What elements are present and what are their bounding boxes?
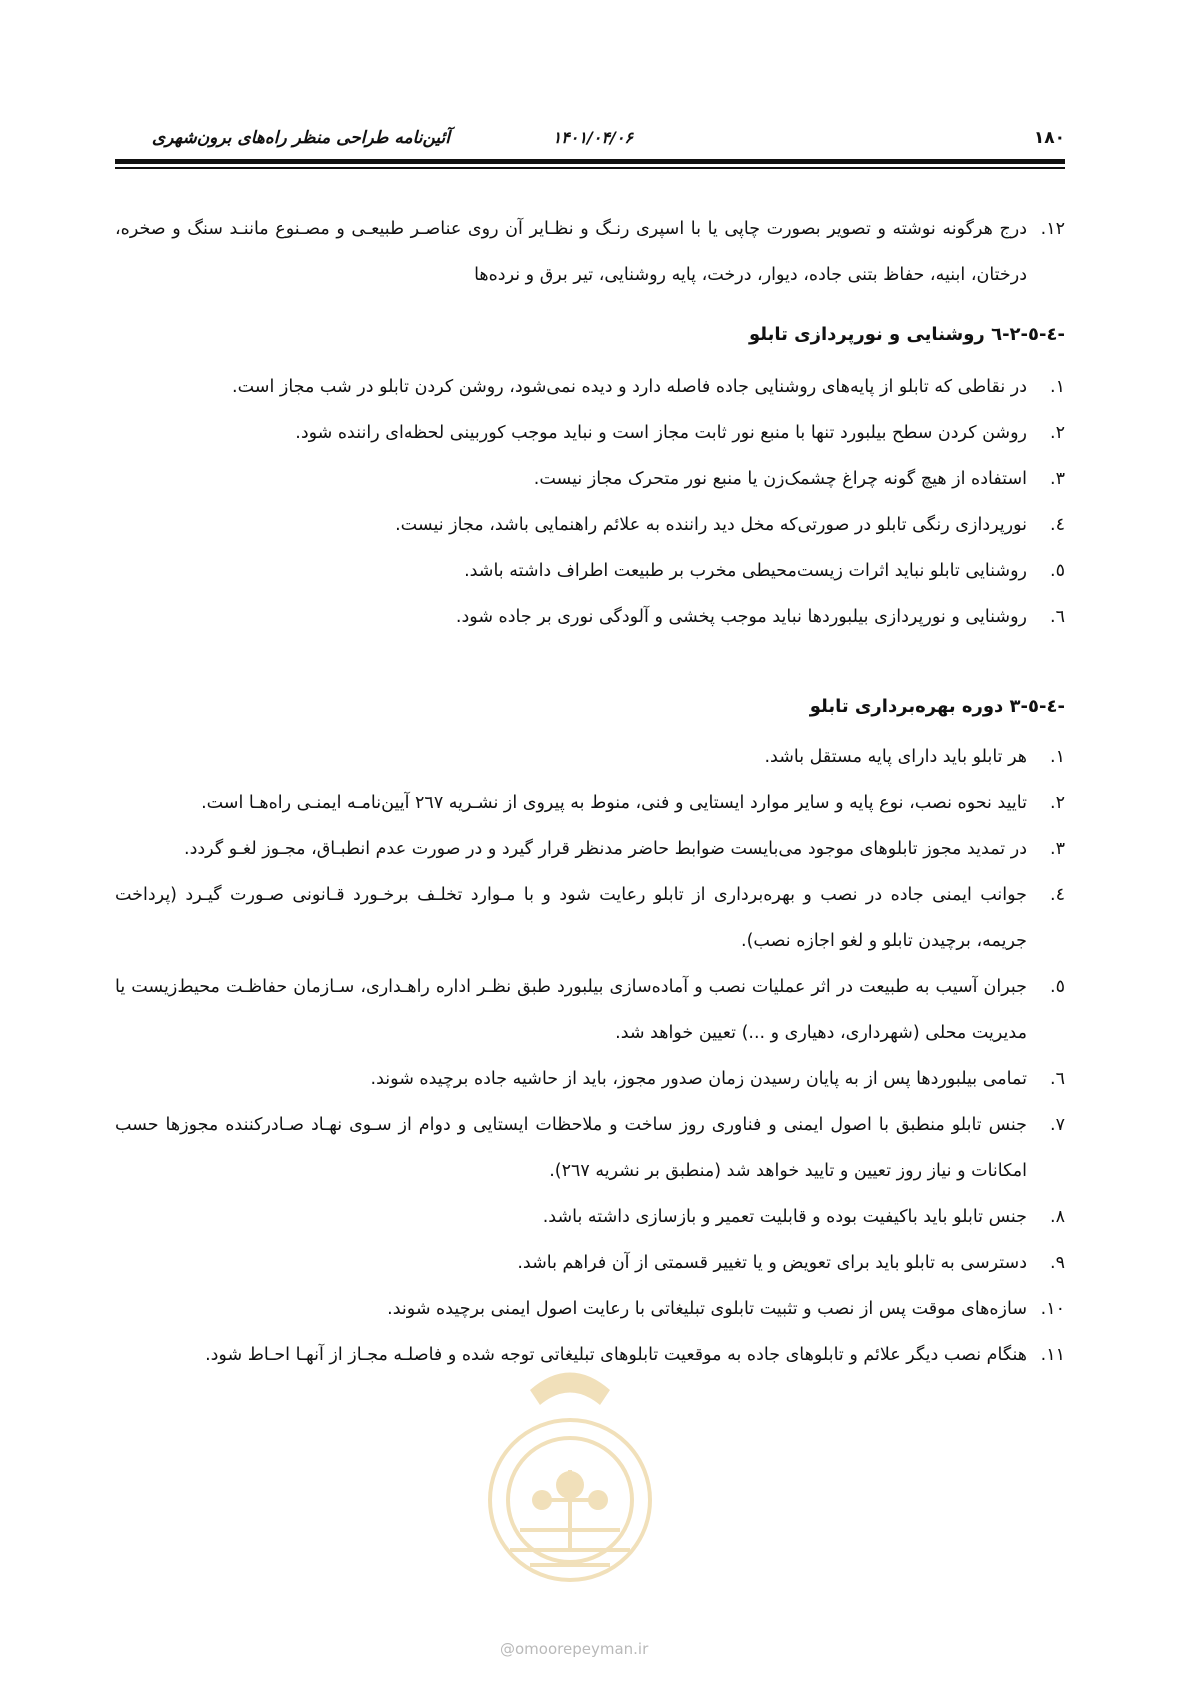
list-item-number: ٦. [1050, 1069, 1065, 1089]
page-header [115, 128, 1065, 160]
list-item-number: ١٠. [1040, 1299, 1065, 1319]
list-item-text: دسترسی به تابلو باید برای تعویض و یا تغییر قسمتی از آن فراهم باشد. [517, 1253, 1027, 1273]
section-number: ٤-٥-٣- [1009, 696, 1065, 717]
list-item-number: ١. [1050, 747, 1065, 767]
list-item-text: هنگام نصب دیگر علائم و تابلوهای جاده به موقعیت تابلوهای تبلیغاتی توجه شده و فاصلـه مجـاز از آنهـا احـاط شود. [205, 1345, 1027, 1365]
list-item [115, 780, 1065, 826]
list-item [115, 1240, 1065, 1286]
list-item [115, 734, 1065, 780]
section-number: ٤-٥-٢-٦- [991, 324, 1065, 345]
list-item [115, 456, 1065, 502]
list-item-text: جوانب ایمنی جاده در نصب و بهره‌برداری از تابلو رعایت شود و با مـوارد تخلـف برخـورد قـانونی صـورت گیـرد (پرداخت جریمه، برچیدن تابلو و لغو اجازه نصب). [115, 885, 1027, 951]
page-number: ۱۸۰ [1033, 128, 1065, 148]
list-item-text: در تمدید مجوز تابلوهای موجود می‌بایست ضوابط حاضر مدنظر قرار گیرد و در صورت عدم انطبـاق، مجـوز لغـو گردد. [184, 839, 1027, 859]
list-item-number: ٣. [1050, 469, 1065, 489]
list-item [115, 410, 1065, 456]
section-title: روشنایی و نورپردازی تابلو [748, 324, 992, 345]
list-item-text: در نقاطی که تابلو از پایه‌های روشنایی جاده فاصله دارد و دیده نمی‌شود، روشن کردن تابلو در شب مجاز است. [232, 377, 1027, 397]
list-item-number: ٤. [1050, 515, 1065, 535]
watermark-url: @omoorepeyman.ir [500, 1640, 649, 1658]
section-heading-operation [115, 684, 1065, 730]
list-item [115, 1102, 1065, 1194]
list-item-text: هر تابلو باید دارای پایه مستقل باشد. [764, 747, 1027, 767]
list-item-number: ٤. [1050, 885, 1065, 905]
list-item-number: ٥. [1050, 977, 1065, 997]
section-title: دوره بهره‌برداری تابلو [809, 696, 1010, 717]
list-item-number: ٢. [1050, 423, 1065, 443]
list-item-number: ۱۲. [1040, 219, 1065, 239]
list-item-number: ١. [1050, 377, 1065, 397]
list-item [115, 964, 1065, 1056]
list-item-text: نورپردازی رنگی تابلو در صورتی‌که مخل دید راننده به علائم راهنمایی باشد، مجاز نیست. [395, 515, 1027, 535]
list-item [115, 872, 1065, 964]
header-date: ۱۴۰۱/۰۴/۰۶ [552, 128, 633, 147]
list-item-number: ٧. [1050, 1115, 1065, 1135]
list-item-text: تمامی بیلبوردها پس از به پایان رسیدن زمان صدور مجوز، باید از حاشیه جاده برچیده شوند. [370, 1069, 1027, 1089]
list-item-text: روشنایی تابلو نباید اثرات زیست‌محیطی مخرب بر طبیعت اطراف داشته باشد. [464, 561, 1027, 581]
list-item-text: روشن کردن سطح بیلبورد تنها با منبع نور ثابت مجاز است و نباید موجب کوربینی لحظه‌ای راننده شود. [295, 423, 1027, 443]
watermark-logo-icon [470, 1350, 670, 1590]
list-item-text: تایید نحوه نصب، نوع پایه و سایر موارد ایستایی و فنی، منوط به پیروی از نشـریه ٢٦٧ آیین‌نامـه ایمنـی راه‌هـا است. [201, 793, 1027, 813]
list-item-number: ٢. [1050, 793, 1065, 813]
list-item-number: ٩. [1050, 1253, 1065, 1273]
list-item-12 [115, 206, 1065, 298]
list-item [115, 1194, 1065, 1240]
list-item [115, 594, 1065, 640]
list-item [115, 826, 1065, 872]
page-body [115, 206, 1065, 1378]
list-item-text: جنس تابلو منطبق با اصول ایمنی و فناوری روز ساخت و ملاحظات ایستایی و دوام از سـوی نهـاد صـادرکننده مجوزها حسب امکانات و نیاز روز تعیین و تایید خواهد شد (منطبق بر نشریه ٢٦٧). [115, 1115, 1027, 1181]
list-item [115, 1056, 1065, 1102]
list-item-text: روشنایی و نورپردازی بیلبوردها نباید موجب پخشی و آلودگی نوری بر جاده شود. [455, 607, 1027, 627]
list-item-number: ١١. [1040, 1345, 1065, 1365]
list-item [115, 1286, 1065, 1332]
list-item [115, 502, 1065, 548]
list-item [115, 548, 1065, 594]
header-title: آئین‌نامه طراحی منظر راه‌های برون‌شهری [151, 128, 450, 148]
section-heading-lighting [115, 312, 1065, 358]
header-rule-thick [115, 159, 1065, 164]
list-item-text: استفاده از هیچ گونه چراغ چشمک‌زن یا منبع نور متحرک مجاز نیست. [533, 469, 1027, 489]
list-item-number: ٣. [1050, 839, 1065, 859]
list-item-number: ٥. [1050, 561, 1065, 581]
list-item [115, 364, 1065, 410]
list-item-number: ٨. [1050, 1207, 1065, 1227]
list-item-text: جنس تابلو باید باکیفیت بوده و قابلیت تعمیر و بازسازی داشته باشد. [542, 1207, 1027, 1227]
list-item-text: درج هرگونه نوشته و تصویر بصورت چاپی یا با اسپری رنـگ و نظـایر آن روی عناصـر طبیعـی و مصـنوع ماننـد سنگ و صخره، درختان، ابنیه، حفاظ بتنی جاده، دیوار، درخت، پایه روشنایی، تیر برق و نرده‌ها [115, 219, 1027, 285]
list-item-text: جبران آسیب به طبیعت در اثر عملیات نصب و آماده‌سازی بیلبورد طبق نظـر اداره راهـداری، سـازمان حفاظـت محیط‌زیست یا مدیریت محلی (شهرداری، دهیاری و ...) تعیین خواهد شد. [115, 977, 1027, 1043]
list-item-number: ٦. [1050, 607, 1065, 627]
list-item-text: سازه‌های موقت پس از نصب و تثبیت تابلوی تبلیغاتی با رعایت اصول ایمنی برچیده شوند. [387, 1299, 1027, 1319]
header-rule-thin [115, 167, 1065, 169]
